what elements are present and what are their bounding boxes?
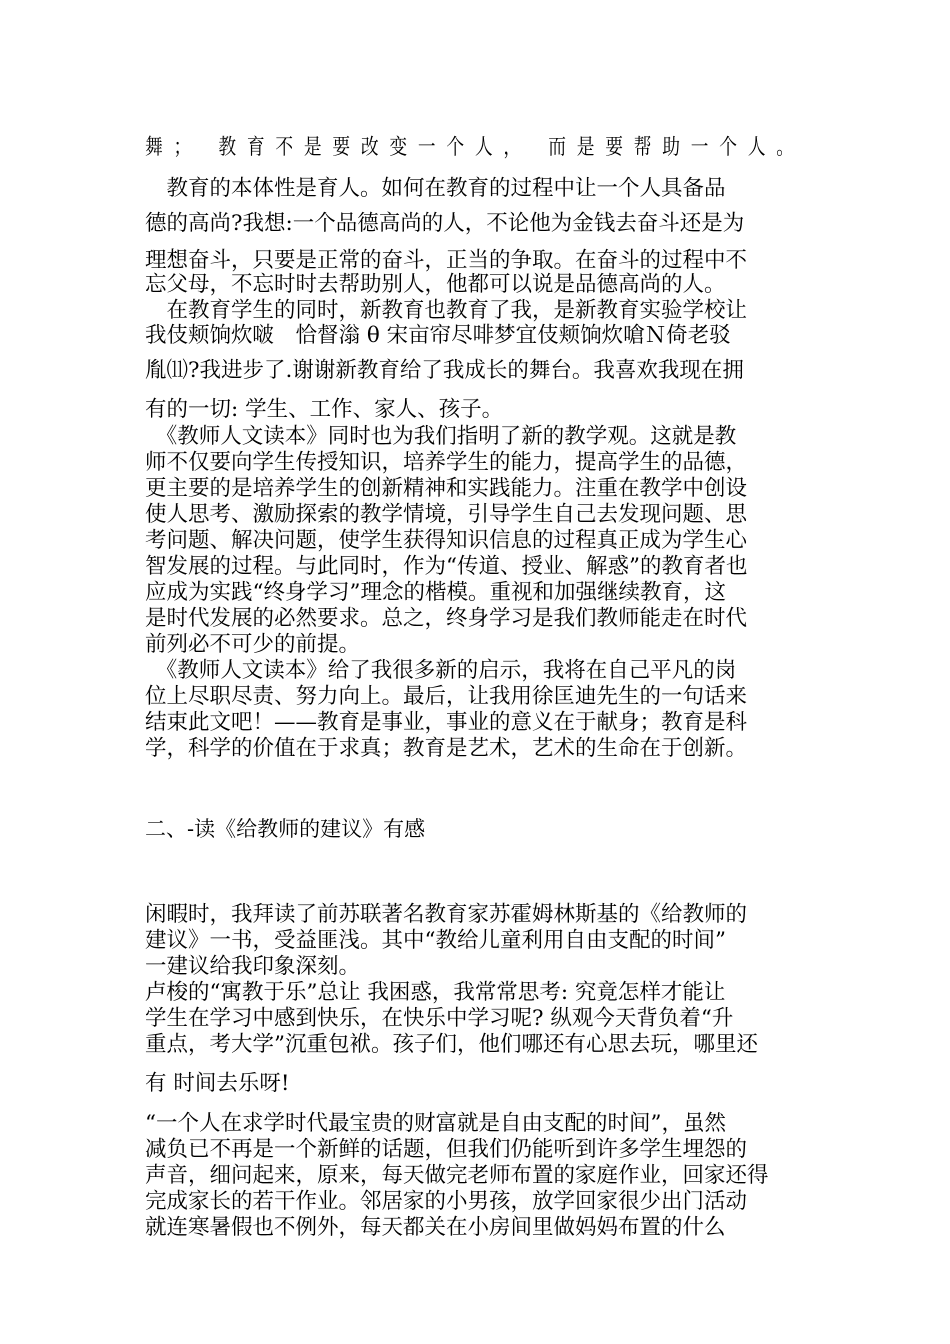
text-line: 《教师人文读本》同时也为我们指明了新的教学观。这就是教: [145, 424, 737, 449]
text-line: 应成为实践“终身学习”理念的楷模。重视和加强继续教育，这: [145, 580, 726, 605]
text-line: 学生在学习中感到快乐，在快乐中学习呢? 纵观今天背负着“升: [145, 1006, 734, 1031]
text-line: 教育的本体性是育人。如何在教育的过程中让一个人具备品: [145, 176, 726, 201]
text-line: 完成家长的若干作业。邻居家的小男孩，放学回家很少出门活动: [145, 1189, 748, 1214]
text-line: 我伎颊饷炊啵 恰督滃 θ 宋亩帘尽啡梦宜伎颊饷炊嗆Ｎ倚老驳: [145, 323, 731, 348]
text-line: 建议》一书，受益匪浅。其中“教给儿童利用自由支配的时间”: [145, 928, 726, 953]
text-line: 结束此文吧！——教育是事业，事业的意义在于献身；教育是科: [145, 710, 748, 735]
text-line: 在教育学生的同时，新教育也教育了我，是新教育实验学校让: [145, 298, 748, 323]
text-line: 一建议给我印象深刻。: [145, 954, 361, 979]
text-line: 减负已不再是一个新鲜的话题，但我们仍能听到许多学生埋怨的: [145, 1137, 748, 1162]
text-line: 声音，细问起来，原来，每天做完老师布置的家庭作业，回家还得: [145, 1163, 769, 1188]
section-title: 二、-读《给教师的建议》有感: [145, 817, 426, 841]
text-line: “一个人在求学时代最宝贵的财富就是自由支配的时间”，虽然: [145, 1111, 726, 1136]
text-line: 重点，考大学”沉重包袱。孩子们，他们哪还有心思去玩，哪里还: [145, 1032, 758, 1057]
text-line: 理想奋斗，只要是正常的奋斗，正当的争取。在奋斗的过程中不: [145, 248, 748, 273]
text-line: 有 时间去乐呀!: [145, 1071, 290, 1096]
text-line: 使人思考、激励探索的教学情境，引导学生自己去发现问题、思: [145, 502, 748, 527]
text-line: 前列必不可少的前提。: [145, 632, 361, 657]
text-line: 就连寒暑假也不例外，每天都关在小房间里做妈妈布置的什么: [145, 1215, 726, 1240]
text-line: 是时代发展的必然要求。总之，终身学习是我们教师能走在时代: [145, 606, 748, 631]
text-line: 有的一切: 学生、工作、家人、孩子。: [145, 397, 504, 422]
text-line: 忘父母，不忘时时去帮助别人，他都可以说是品德高尚的人。: [145, 272, 726, 297]
text-line: 胤⑾?我进步了.谢谢新教育给了我成长的舞台。我喜欢我现在拥: [145, 358, 744, 383]
text-line: 考问题、解决问题，使学生获得知识信息的过程真正成为学生心: [145, 528, 748, 553]
text-line: 学，科学的价值在于求真；教育是艺术，艺术的生命在于创新。: [145, 736, 748, 761]
text-line: 更主要的是培养学生的创新精神和实践能力。注重在教学中创设: [145, 476, 748, 501]
text-line: 位上尽职尽责、努力向上。最后，让我用徐匡迪先生的一句话来: [145, 684, 748, 709]
text-line: 闲暇时，我拜读了前苏联著名教育家苏霍姆林斯基的《给教师的: [145, 902, 748, 927]
text-line: 《教师人文读本》给了我很多新的启示，我将在自己平凡的岗: [145, 658, 737, 683]
text-line: 智发展的过程。与此同时，作为“传道、授业、解惑”的教育者也: [145, 554, 748, 579]
text-line: 卢梭的“寓教于乐”总让 我困惑，我常常思考: 究竟怎样才能让: [145, 980, 726, 1005]
text-line: 德的高尚?我想:一个品德高尚的人，不论他为金钱去奋斗还是为: [145, 211, 745, 236]
text-line: 舞； 教育不是要改变一个人， 而是要帮助一个人。: [145, 135, 805, 160]
text-line: 师不仅要向学生传授知识，培养学生的能力，提高学生的品德，: [145, 450, 748, 475]
